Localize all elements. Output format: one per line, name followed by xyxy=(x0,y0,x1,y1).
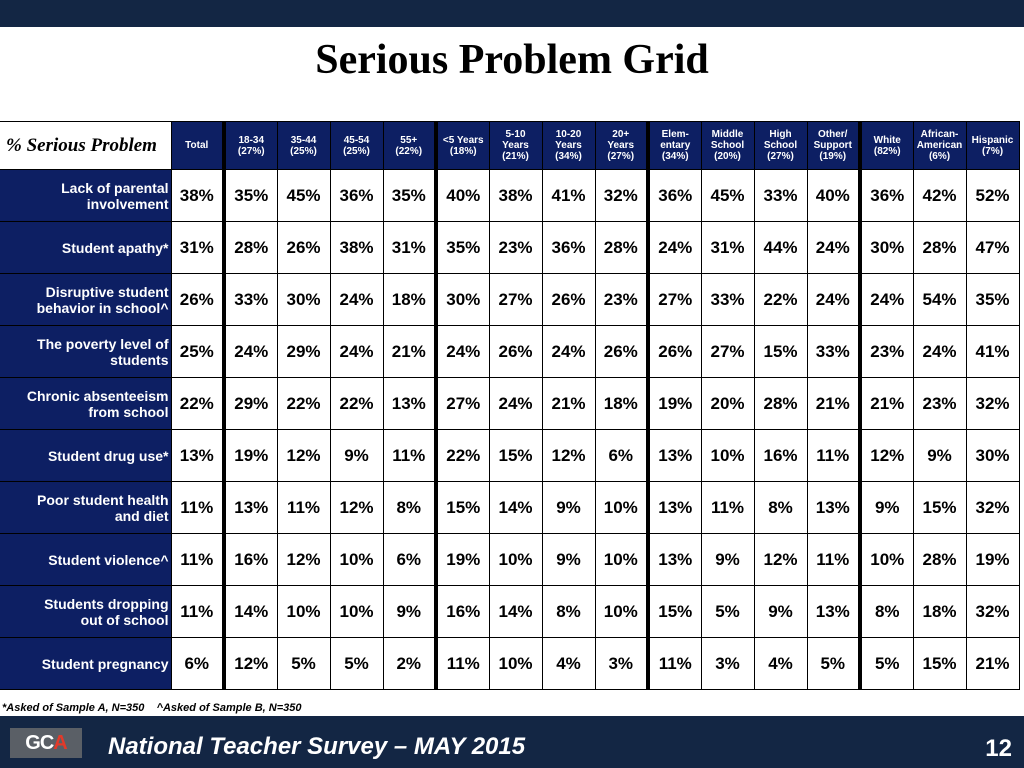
table-cell: 31% xyxy=(171,222,224,274)
row-label xyxy=(0,170,171,222)
table-cell: 12% xyxy=(330,482,383,534)
table-cell: 26% xyxy=(542,274,595,326)
column-header-line1: Hispanic xyxy=(971,134,1014,146)
table-cell: 10% xyxy=(489,534,542,586)
table-cell: 11% xyxy=(436,638,489,690)
table-cell: 35% xyxy=(966,274,1019,326)
table-cell: 26% xyxy=(648,326,701,378)
table-cell: 16% xyxy=(436,586,489,638)
table-cell: 28% xyxy=(754,378,807,430)
table-cell: 10% xyxy=(701,430,754,482)
table-cell: 11% xyxy=(807,430,860,482)
table-cell: 30% xyxy=(436,274,489,326)
table-cell: 24% xyxy=(807,222,860,274)
column-header-line2: (82%) xyxy=(873,145,901,157)
column-header-line2: (25%) xyxy=(290,145,317,157)
column-header-line2: (18%) xyxy=(449,145,477,157)
table-cell: 26% xyxy=(595,326,648,378)
table-cell: 23% xyxy=(860,326,913,378)
table-cell: 9% xyxy=(383,586,436,638)
table-cell: 28% xyxy=(224,222,277,274)
row-label-line1: Student drug use* xyxy=(47,447,169,464)
column-header-line3: (27%) xyxy=(767,151,794,162)
table-cell: 21% xyxy=(542,378,595,430)
table-cell: 23% xyxy=(489,222,542,274)
column-header-line1: 5-10 xyxy=(505,129,526,140)
table-cell: 27% xyxy=(648,274,701,326)
table-cell: 13% xyxy=(807,586,860,638)
column-header-line1: Other/ xyxy=(818,129,848,140)
table-cell: 11% xyxy=(701,482,754,534)
table-cell: 36% xyxy=(330,170,383,222)
table-cell: 13% xyxy=(648,482,701,534)
table-cell: 33% xyxy=(807,326,860,378)
logo-main: GC xyxy=(25,732,54,754)
table-cell: 26% xyxy=(489,326,542,378)
column-header-line1: Elem- xyxy=(661,129,689,140)
column-header-line1: White xyxy=(873,134,901,146)
table-cell: 10% xyxy=(860,534,913,586)
footnote: *Asked of Sample A, N=350 ^Asked of Sample B, N=350 xyxy=(2,702,302,714)
table-cell: 31% xyxy=(383,222,436,274)
row-label-line1: Chronic absenteeism xyxy=(26,387,169,404)
table-cell: 9% xyxy=(542,534,595,586)
column-header-line1: 35-44 xyxy=(290,134,317,146)
table-cell: 27% xyxy=(489,274,542,326)
table-cell: 25% xyxy=(171,326,224,378)
row-label-line1: Students dropping xyxy=(44,595,169,612)
table-cell: 10% xyxy=(595,482,648,534)
table-cell: 18% xyxy=(595,378,648,430)
table-cell: 32% xyxy=(966,586,1019,638)
table-cell: 24% xyxy=(542,326,595,378)
table-cell: 45% xyxy=(277,170,330,222)
header-row xyxy=(0,122,1019,170)
table-cell: 18% xyxy=(383,274,436,326)
row-label-line2: from school xyxy=(88,403,169,420)
table-row xyxy=(0,274,1019,326)
column-header-line2: (25%) xyxy=(343,145,370,157)
table-cell: 10% xyxy=(595,534,648,586)
row-label-line1: Poor student health xyxy=(37,491,169,508)
row-label-line1: Student violence^ xyxy=(48,551,169,568)
table-cell: 15% xyxy=(648,586,701,638)
table-cell: 38% xyxy=(489,170,542,222)
table-cell: 21% xyxy=(807,378,860,430)
table-row xyxy=(0,170,1019,222)
table-row xyxy=(0,586,1019,638)
column-header-line1: High xyxy=(769,129,792,140)
column-header-line1: 55+ xyxy=(400,134,418,146)
table-cell: 15% xyxy=(436,482,489,534)
column-header xyxy=(171,122,224,170)
column-header xyxy=(595,122,648,170)
table-cell: 24% xyxy=(860,274,913,326)
table-cell: 13% xyxy=(224,482,277,534)
table-cell: 13% xyxy=(648,534,701,586)
table-row xyxy=(0,482,1019,534)
table-cell: 41% xyxy=(966,326,1019,378)
row-label xyxy=(0,638,171,690)
row-label-line2: students xyxy=(110,351,169,368)
table-cell: 24% xyxy=(330,274,383,326)
column-header-line1: Total xyxy=(185,140,209,151)
footer-bar xyxy=(0,716,1024,768)
table-cell: 5% xyxy=(807,638,860,690)
table-cell: 12% xyxy=(277,534,330,586)
table-cell: 19% xyxy=(648,378,701,430)
table-cell: 16% xyxy=(224,534,277,586)
table-cell: 10% xyxy=(277,586,330,638)
column-header xyxy=(701,122,754,170)
table-cell: 35% xyxy=(436,222,489,274)
table-cell: 4% xyxy=(754,638,807,690)
table-cell: 10% xyxy=(330,534,383,586)
table-cell: 2% xyxy=(383,638,436,690)
row-label xyxy=(0,274,171,326)
table-cell: 9% xyxy=(701,534,754,586)
table-cell: 22% xyxy=(171,378,224,430)
table-cell: 11% xyxy=(171,534,224,586)
row-label-line2: involvement xyxy=(86,195,169,212)
table-row xyxy=(0,638,1019,690)
table-cell: 14% xyxy=(489,586,542,638)
table-cell: 13% xyxy=(648,430,701,482)
table-cell: 44% xyxy=(754,222,807,274)
column-header xyxy=(754,122,807,170)
table-cell: 9% xyxy=(860,482,913,534)
row-label xyxy=(0,326,171,378)
table-cell: 12% xyxy=(277,430,330,482)
table-cell: 38% xyxy=(330,222,383,274)
column-header xyxy=(277,122,330,170)
column-header-line1: Middle xyxy=(711,129,744,140)
row-label xyxy=(0,378,171,430)
table-cell: 5% xyxy=(330,638,383,690)
table-cell: 12% xyxy=(860,430,913,482)
row-label xyxy=(0,222,171,274)
table-cell: 28% xyxy=(913,534,966,586)
column-header xyxy=(913,122,966,170)
table-cell: 21% xyxy=(860,378,913,430)
table-cell: 40% xyxy=(436,170,489,222)
column-header xyxy=(383,122,436,170)
table-cell: 20% xyxy=(701,378,754,430)
table-cell: 11% xyxy=(171,482,224,534)
column-header-line3: (20%) xyxy=(714,151,741,162)
table-cell: 15% xyxy=(489,430,542,482)
column-header-line2: School xyxy=(763,140,798,151)
table-cell: 10% xyxy=(489,638,542,690)
table-cell: 27% xyxy=(701,326,754,378)
table-cell: 6% xyxy=(383,534,436,586)
table-cell: 36% xyxy=(648,170,701,222)
table-cell: 26% xyxy=(171,274,224,326)
table-cell: 19% xyxy=(966,534,1019,586)
column-header xyxy=(860,122,913,170)
table-cell: 29% xyxy=(224,378,277,430)
table-cell: 24% xyxy=(436,326,489,378)
table-cell: 8% xyxy=(860,586,913,638)
column-header-line2: (7%) xyxy=(981,145,1004,157)
table-row xyxy=(0,326,1019,378)
row-label-line2: behavior in school^ xyxy=(36,299,169,316)
table-cell: 47% xyxy=(966,222,1019,274)
table-cell: 8% xyxy=(542,586,595,638)
table-cell: 12% xyxy=(224,638,277,690)
table-cell: 10% xyxy=(595,586,648,638)
table-cell: 31% xyxy=(701,222,754,274)
row-label-line1: The poverty level of xyxy=(37,335,169,352)
logo-accent: A xyxy=(53,732,67,754)
table-row xyxy=(0,430,1019,482)
table-cell: 24% xyxy=(913,326,966,378)
table-cell: 41% xyxy=(542,170,595,222)
table-cell: 33% xyxy=(701,274,754,326)
table-cell: 11% xyxy=(648,638,701,690)
column-header-line1: <5 Years xyxy=(442,134,484,146)
table-cell: 13% xyxy=(171,430,224,482)
column-header-line1: 20+ xyxy=(612,129,630,140)
table-cell: 24% xyxy=(330,326,383,378)
slide-title: Serious Problem Grid xyxy=(315,37,709,83)
table-cell: 18% xyxy=(913,586,966,638)
table-cell: 33% xyxy=(224,274,277,326)
column-header-line3: (34%) xyxy=(661,151,689,162)
column-header-line3: (21%) xyxy=(502,151,529,162)
table-cell: 11% xyxy=(807,534,860,586)
table-cell: 30% xyxy=(966,430,1019,482)
table-cell: 14% xyxy=(224,586,277,638)
table-cell: 22% xyxy=(436,430,489,482)
corner-label: % Serious Problem xyxy=(0,122,171,170)
top-bar xyxy=(0,0,1024,27)
column-header-line3: (34%) xyxy=(555,151,582,162)
table-row xyxy=(0,222,1019,274)
column-header xyxy=(807,122,860,170)
column-header xyxy=(224,122,277,170)
table-cell: 30% xyxy=(860,222,913,274)
table-cell: 9% xyxy=(542,482,595,534)
table-cell: 22% xyxy=(330,378,383,430)
table-cell: 11% xyxy=(383,430,436,482)
table-cell: 21% xyxy=(966,638,1019,690)
table-cell: 11% xyxy=(277,482,330,534)
column-header xyxy=(648,122,701,170)
table-cell: 45% xyxy=(701,170,754,222)
column-header-line2: (27%) xyxy=(237,145,265,157)
table-cell: 6% xyxy=(171,638,224,690)
table-cell: 29% xyxy=(277,326,330,378)
table-cell: 12% xyxy=(754,534,807,586)
table-cell: 28% xyxy=(913,222,966,274)
table-cell: 6% xyxy=(595,430,648,482)
table-cell: 15% xyxy=(913,482,966,534)
column-header-line2: Years xyxy=(555,140,582,151)
column-header-line3: (27%) xyxy=(607,151,635,162)
table-row xyxy=(0,534,1019,586)
table-cell: 19% xyxy=(436,534,489,586)
table-cell: 12% xyxy=(542,430,595,482)
table-cell: 23% xyxy=(595,274,648,326)
table-cell: 32% xyxy=(966,378,1019,430)
table-cell: 9% xyxy=(754,586,807,638)
table-cell: 15% xyxy=(913,638,966,690)
company-logo xyxy=(10,728,82,758)
table-cell: 10% xyxy=(330,586,383,638)
column-header-line2: Support xyxy=(813,140,852,151)
table-cell: 23% xyxy=(913,378,966,430)
row-label-line1: Disruptive student xyxy=(45,283,169,300)
grid-body xyxy=(0,170,1019,690)
table-cell: 15% xyxy=(754,326,807,378)
table-cell: 8% xyxy=(383,482,436,534)
column-header-line2: School xyxy=(710,140,745,151)
table-cell: 11% xyxy=(171,586,224,638)
row-label-line2: and diet xyxy=(114,507,169,524)
table-cell: 5% xyxy=(860,638,913,690)
column-header-line2: Years xyxy=(607,140,635,151)
table-cell: 13% xyxy=(807,482,860,534)
table-cell: 33% xyxy=(754,170,807,222)
table-cell: 3% xyxy=(701,638,754,690)
table-cell: 24% xyxy=(224,326,277,378)
table-cell: 38% xyxy=(171,170,224,222)
column-header-line3: (6%) xyxy=(928,151,951,162)
column-header-line2: entary xyxy=(660,140,691,151)
table-cell: 9% xyxy=(913,430,966,482)
column-header-line2: American xyxy=(916,140,963,151)
table-cell: 40% xyxy=(807,170,860,222)
column-header-line2: (22%) xyxy=(395,145,423,157)
footer-title: National Teacher Survey – MAY 2015 xyxy=(108,733,526,760)
column-header-line1: African- xyxy=(920,129,959,140)
table-cell: 22% xyxy=(277,378,330,430)
table-cell: 52% xyxy=(966,170,1019,222)
table-cell: 24% xyxy=(489,378,542,430)
row-label xyxy=(0,430,171,482)
column-header-line2: Years xyxy=(502,140,529,151)
table-cell: 35% xyxy=(383,170,436,222)
row-label-line1: Student pregnancy xyxy=(41,655,169,672)
table-cell: 27% xyxy=(436,378,489,430)
table-cell: 36% xyxy=(542,222,595,274)
serious-problem-grid xyxy=(0,121,1020,690)
column-header xyxy=(489,122,542,170)
table-cell: 21% xyxy=(383,326,436,378)
table-cell: 14% xyxy=(489,482,542,534)
table-cell: 19% xyxy=(224,430,277,482)
table-cell: 9% xyxy=(330,430,383,482)
table-cell: 5% xyxy=(701,586,754,638)
row-label xyxy=(0,586,171,638)
table-cell: 28% xyxy=(595,222,648,274)
column-header-line1: 10-20 xyxy=(555,129,582,140)
column-header xyxy=(966,122,1019,170)
table-cell: 35% xyxy=(224,170,277,222)
row-label-line1: Student apathy* xyxy=(61,239,169,256)
table-cell: 8% xyxy=(754,482,807,534)
column-header-line1: 45-54 xyxy=(343,134,370,146)
table-cell: 42% xyxy=(913,170,966,222)
row-label-line2: out of school xyxy=(80,611,169,628)
table-cell: 13% xyxy=(383,378,436,430)
table-cell: 36% xyxy=(860,170,913,222)
column-header-line1: 18-34 xyxy=(238,134,265,146)
table-cell: 24% xyxy=(807,274,860,326)
row-label xyxy=(0,534,171,586)
column-header-line3: (19%) xyxy=(819,151,847,162)
table-row xyxy=(0,378,1019,430)
column-header xyxy=(330,122,383,170)
table-cell: 30% xyxy=(277,274,330,326)
table-cell: 54% xyxy=(913,274,966,326)
table-cell: 5% xyxy=(277,638,330,690)
table-cell: 4% xyxy=(542,638,595,690)
table-cell: 24% xyxy=(648,222,701,274)
table-cell: 3% xyxy=(595,638,648,690)
row-label xyxy=(0,482,171,534)
table-cell: 22% xyxy=(754,274,807,326)
page-number: 12 xyxy=(985,735,1012,762)
column-header xyxy=(436,122,489,170)
table-cell: 26% xyxy=(277,222,330,274)
table-cell: 32% xyxy=(595,170,648,222)
table-cell: 32% xyxy=(966,482,1019,534)
row-label-line1: Lack of parental xyxy=(61,179,169,196)
table-cell: 16% xyxy=(754,430,807,482)
column-header xyxy=(542,122,595,170)
